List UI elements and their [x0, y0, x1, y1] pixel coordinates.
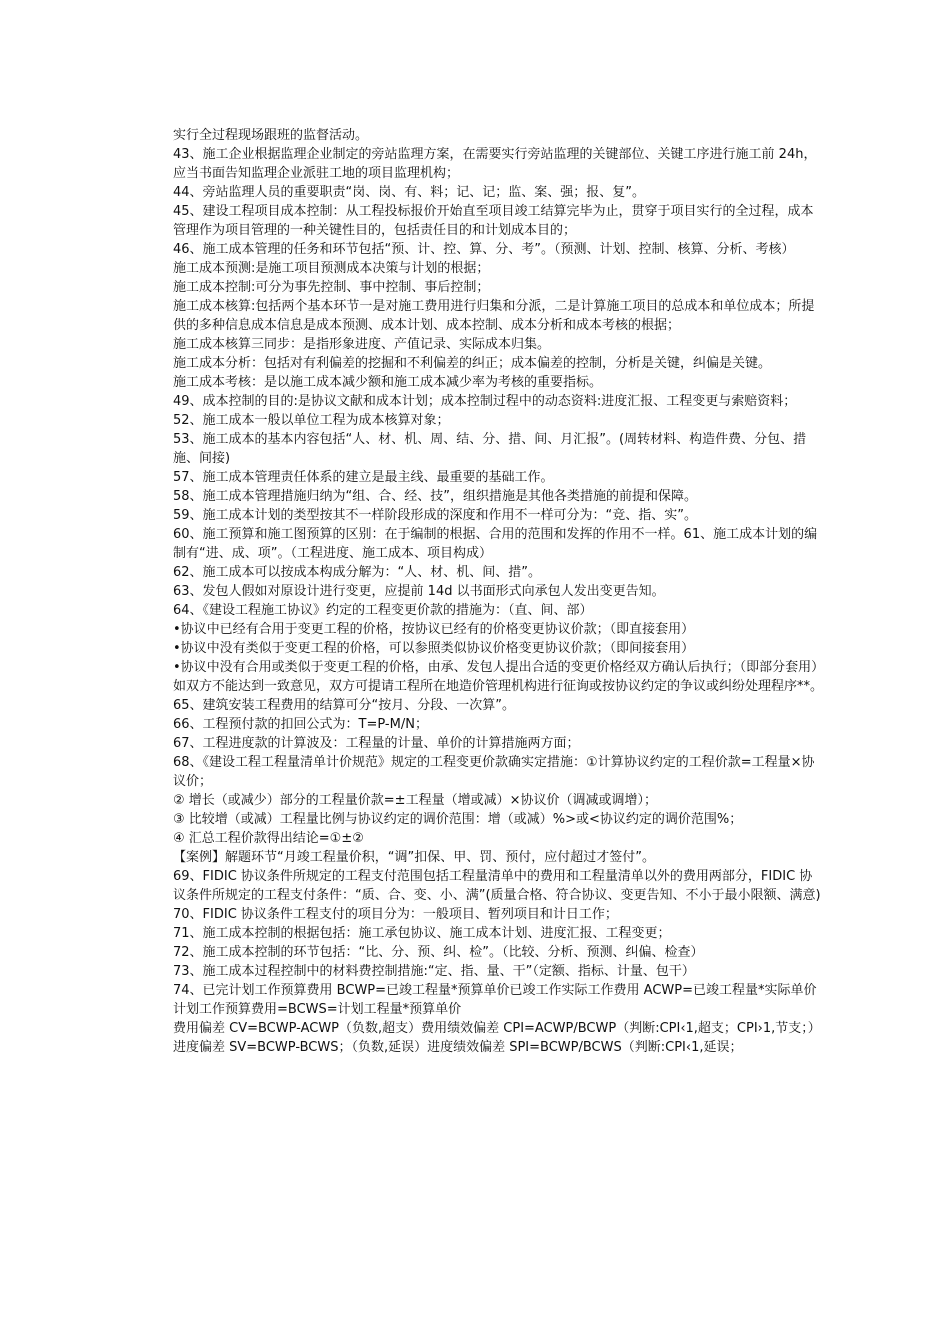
text-line: 44、旁站监理人员的重要职责“岗、岗、有、料；记、记；监、案、强；报、复”。 — [173, 185, 646, 200]
text-line: 64、《建设工程施工协议》约定的工程变更价款的措施为：（直、间、部） — [173, 603, 593, 618]
bullet-item: •协议中已经有合用于变更工程的价格，按协议已经有的价格变更协议价款；（即直接套用） — [173, 622, 695, 637]
text-line: 66、工程预付款的扣回公式为：T=P-M/N； — [173, 717, 428, 732]
text-line: 45、建设工程项目成本控制：从工程投标报价开始直至项目竣工结算完毕为止，贯穿于项目实行的全过程，成本管理作为项目管理的一种关键性目的，包括责任目的和计划成本目的； — [173, 204, 814, 238]
text-line: 施工成本预测:是施工项目预测成本决策与计划的根据； — [173, 261, 490, 276]
text-line: 72、施工成本控制的环节包括：“比、分、预、纠、检”。（比较、分析、预测、纠偏、检查） — [173, 945, 704, 960]
text-line: 53、施工成本的基本内容包括“人、材、机、周、结、分、措、间、月汇报”。(周转材料、构造件费、分包、措施、间接) — [173, 432, 807, 466]
bullet-item: •协议中没有类似于变更工程的价格，可以参照类似协议价格变更协议价款；（即间接套用） — [173, 641, 695, 656]
text-line: 57、施工成本管理责任体系的建立是最主线、最重要的基础工作。 — [173, 470, 554, 485]
text-line: 70、FIDIC 协议条件工程支付的项目分为：一般项目、暂列项目和计日工作； — [173, 907, 618, 922]
text-line: 施工成本核算三同步：是指形象进度、产值记录、实际成本归集。 — [173, 337, 551, 352]
text-line: 74、已完计划工作预算费用 BCWP=已竣工程量*预算单价已竣工作实际工作费用 ACWP=已竣工程量*实际单价 — [173, 983, 817, 998]
text-line: 68、《建设工程工程量清单计价规范》规定的工程变更价款确实定措施：①计算协议约定的工程价款=工程量×协议价； — [173, 755, 815, 789]
text-line: 63、发包人假如对原设计进行变更，应提前 14d 以书面形式向承包人发出变更告知。 — [173, 584, 665, 599]
text-line: 62、施工成本可以按成本构成分解为：“人、材、机、间、措”。 — [173, 565, 542, 580]
text-line: 进度偏差 SV=BCWP-BCWS；（负数,延误）进度绩效偏差 SPI=BCWP/BCWS（判断:CPI‹1,延误； — [173, 1040, 743, 1055]
text-line: 计划工作预算费用=BCWS=计划工程量*预算单价 — [173, 1002, 462, 1017]
text-line: 52、施工成本一般以单位工程为成本核算对象； — [173, 413, 450, 428]
text-line: ④ 汇总工程价款得出结论=①±② — [173, 831, 364, 846]
text-line: ③ 比较增（或减）工程量比例与协议约定的调价范围：增（或减）%>或<协议约定的调价范围%； — [173, 812, 743, 827]
text-line: 施工成本核算:包括两个基本环节一是对施工费用进行归集和分派，二是计算施工项目的总成本和单位成本；所提供的多种信息成本信息是成本预测、成本计划、成本控制、成本分析和成本考核的根据； — [173, 299, 815, 333]
text-line: 施工成本控制:可分为事先控制、事中控制、事后控制； — [173, 280, 490, 295]
text-line: 67、工程进度款的计算波及：工程量的计量、单价的计算措施两方面； — [173, 736, 580, 751]
text-line: 实行全过程现场跟班的监督活动。 — [173, 128, 369, 143]
text-line: 73、施工成本过程控制中的材料费控制措施:“定、指、量、干”（定额、指标、计量、包干） — [173, 964, 695, 979]
text-line: 费用偏差 CV=BCWP-ACWP（负数,超支）费用绩效偏差 CPI=ACWP/BCWP（判断:CPI‹1,超支；CPI›1,节支；） — [173, 1021, 821, 1036]
text-line: 46、施工成本管理的任务和环节包括“预、计、控、算、分、考”。（预测、计划、控制、核算、分析、考核） — [173, 242, 795, 257]
text-line: 59、施工成本计划的类型按其不一样阶段形成的深度和作用不一样可分为：“竞、指、实”。 — [173, 508, 698, 523]
text-line: ② 增长（或减少）部分的工程量价款=±工程量（增或减）×协议价（调减或调增）； — [173, 793, 657, 808]
text-line: 施工成本分析：包括对有利偏差的挖掘和不利偏差的纠正；成本偏差的控制，分析是关键，纠偏是关键。 — [173, 356, 772, 371]
text-line: 施工成本考核：是以施工成本减少额和施工成本减少率为考核的重要指标。 — [173, 375, 603, 390]
text-line: 【案例】解题环节“月竣工程量价积，“调”扣保、甲、罚、预付，应付超过才签付”。 — [173, 850, 655, 865]
text-line: 如双方不能达到一致意见，双方可提请工程所在地造价管理机构进行征询或按协议约定的争议或纠纷处理程序**。 — [173, 679, 824, 694]
text-line: 60、施工预算和施工图预算的区别：在于编制的根据、合用的范围和发挥的作用不一样。61、施工成本计划的编制有“进、成、项”。（工程进度、施工成本、项目构成） — [173, 527, 818, 561]
document-body — [173, 126, 823, 1057]
text-line: 49、成本控制的目的:是协议文献和成本计划；成本控制过程中的动态资料:进度汇报、工程变更与索赔资料； — [173, 394, 797, 409]
text-line: 65、建筑安装工程费用的结算可分“按月、分段、一次算”。 — [173, 698, 516, 713]
bullet-item: •协议中没有合用或类似于变更工程的价格，由承、发包人提出合适的变更价格经双方确认后执行；（即部分套用） — [173, 660, 825, 675]
text-line: 58、施工成本管理措施归纳为“组、合、经、技”，组织措施是其他各类措施的前提和保障。 — [173, 489, 698, 504]
text-line: 43、施工企业根据监理企业制定的旁站监理方案，在需要实行旁站监理的关键部位、关键工序进行施工前 24h，应当书面告知监理企业派驻工地的项目监理机构； — [173, 147, 817, 181]
text-line: 71、施工成本控制的根据包括：施工承包协议、施工成本计划、进度汇报、工程变更； — [173, 926, 671, 941]
text-line: 69、FIDIC 协议条件所规定的工程支付范围包括工程量清单中的费用和工程量清单以外的费用两部分，FIDIC 协议条件所规定的工程支付条件：“质、合、变、小、满”(质量合格、符合协议、变更告知、不小于最小限额、满意) — [173, 869, 821, 903]
